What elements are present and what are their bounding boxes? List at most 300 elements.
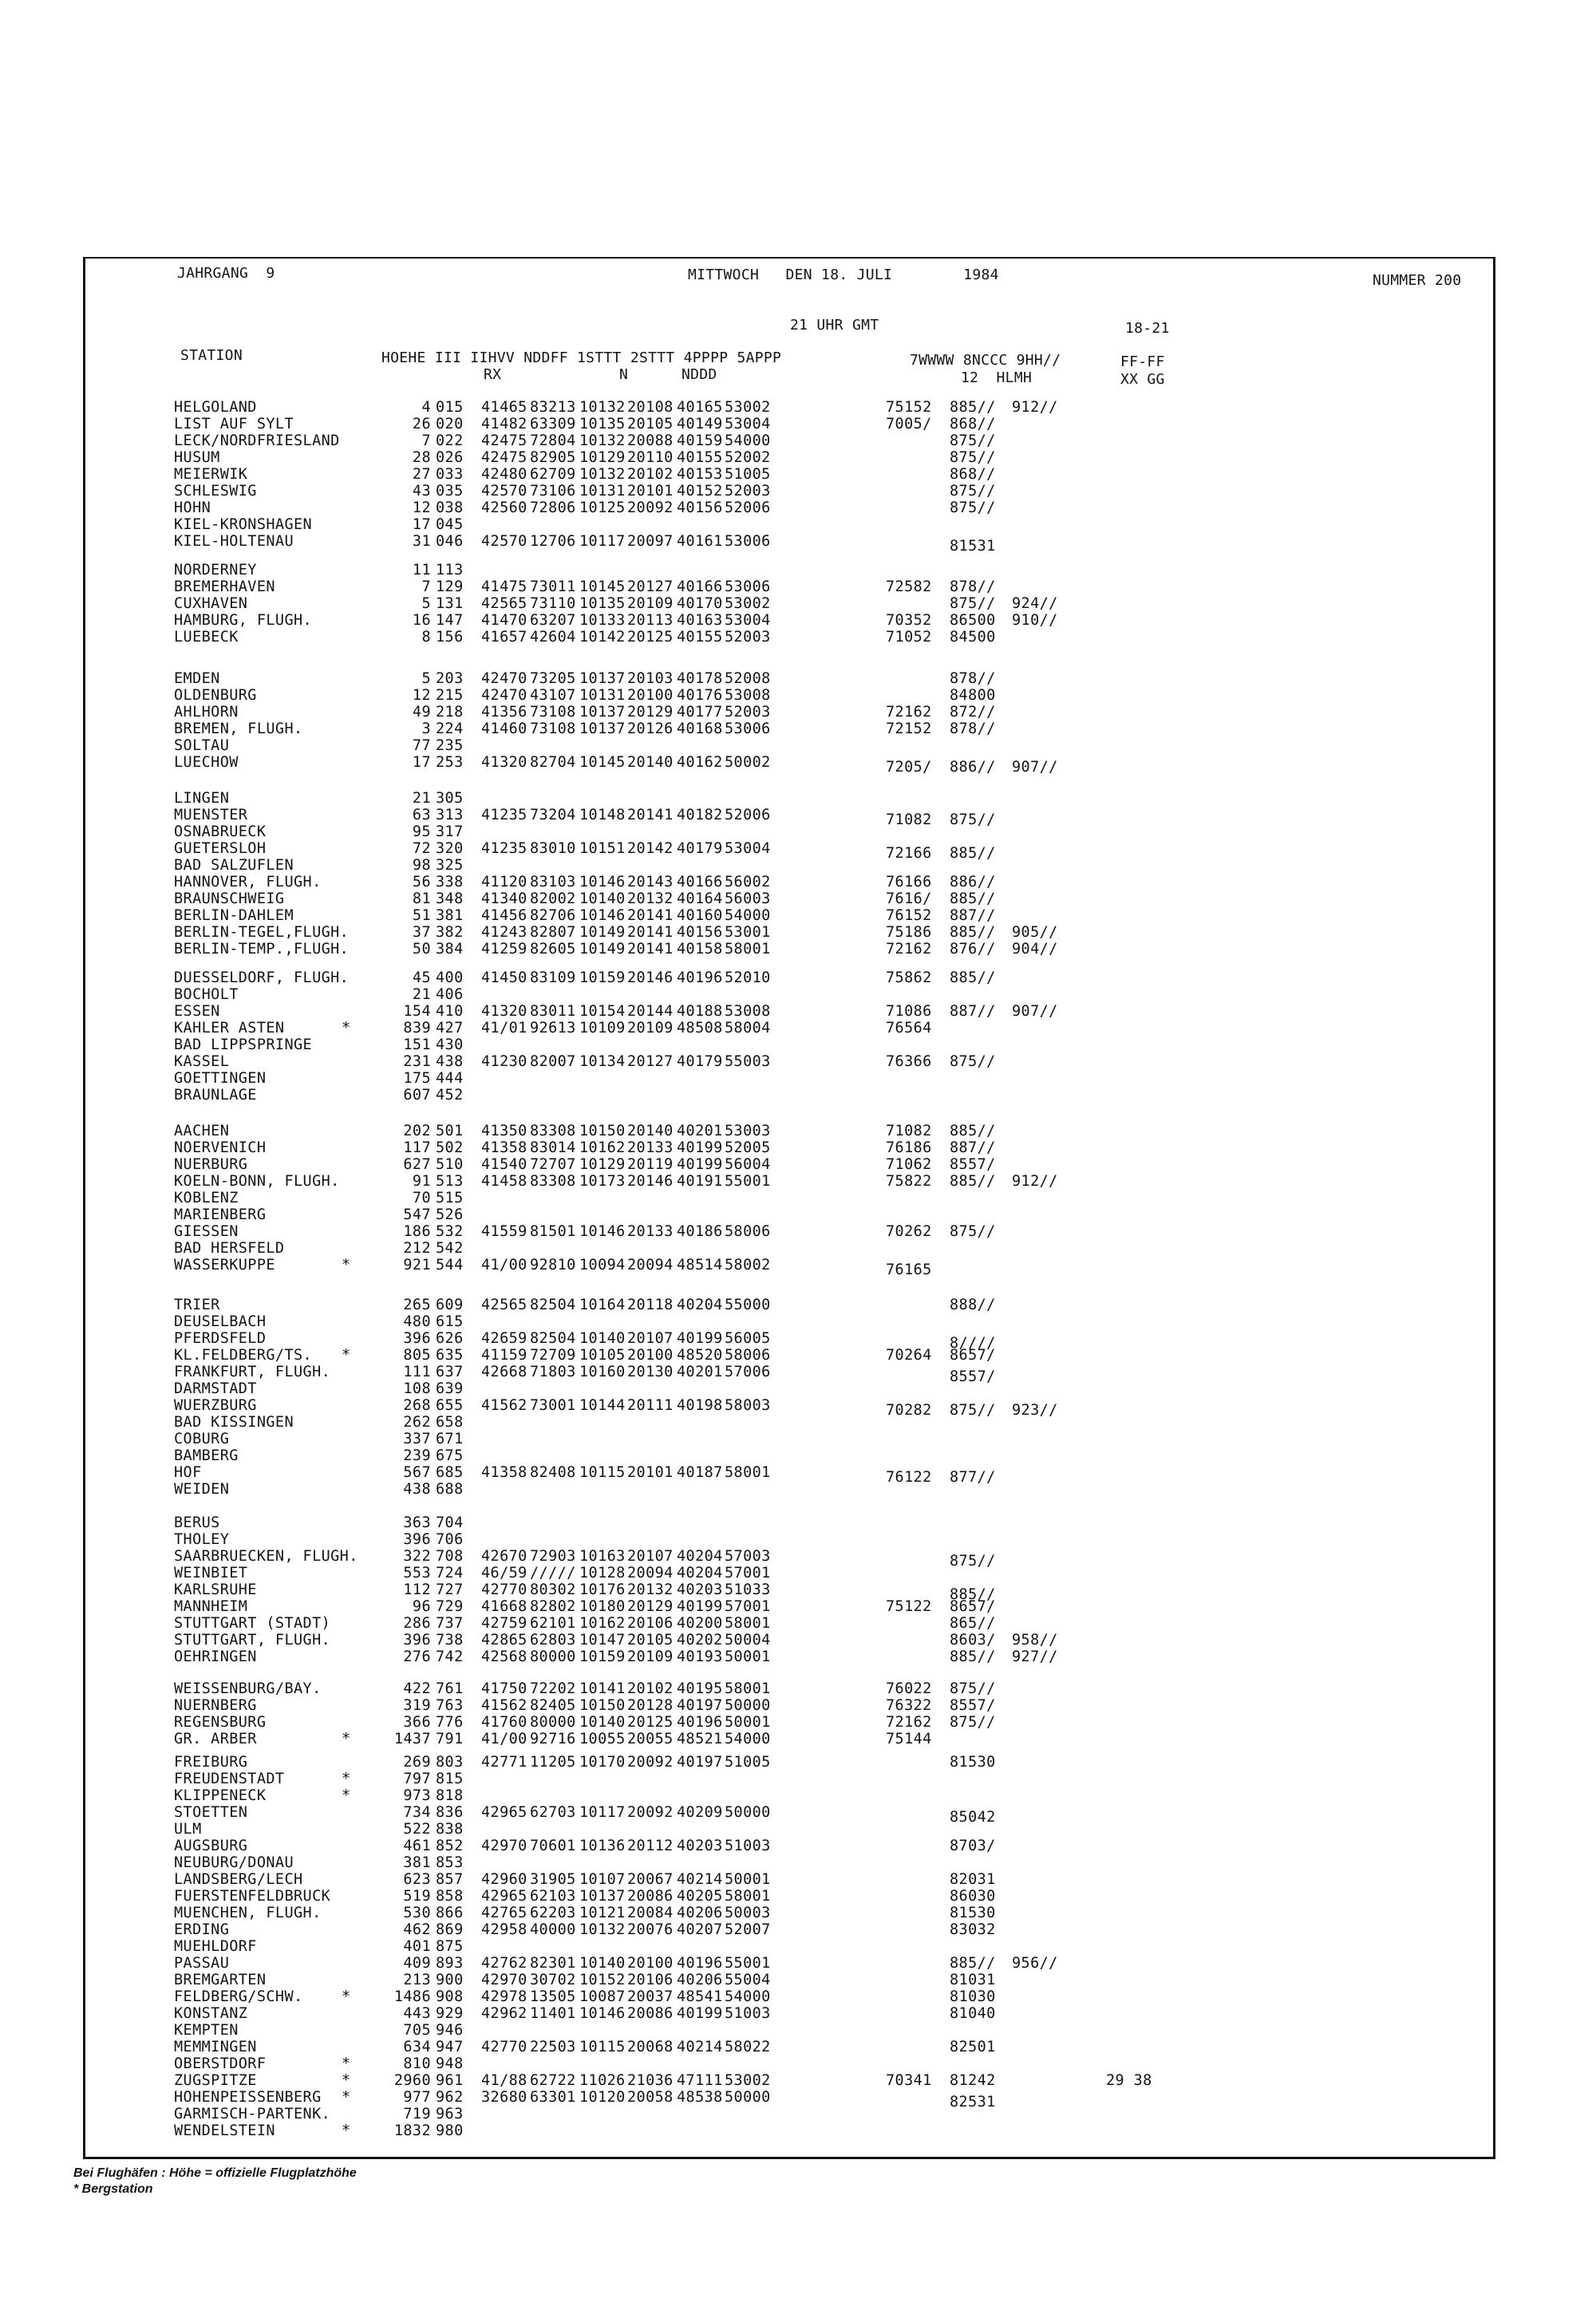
station-height: 810	[403, 2055, 431, 2072]
observation-group: 41356	[481, 704, 527, 721]
footnote-mountain-station: * Bergstation	[73, 2182, 153, 2196]
observation-group: 54000	[725, 432, 771, 449]
cloud-group: 878//	[950, 721, 996, 737]
station-height: 5	[421, 670, 431, 687]
station-index: 685	[436, 1464, 464, 1481]
observation-group: 10120	[579, 2089, 626, 2106]
table-row	[0, 1190, 1596, 1206]
observation-group: 40209	[677, 1804, 723, 1821]
observation-group: 83010	[530, 840, 576, 857]
station-index: 946	[436, 2022, 464, 2039]
cloud-group: 8557/	[950, 1697, 996, 1714]
observation-group: 73001	[530, 1397, 576, 1414]
observation-group: 54000	[725, 1731, 771, 1747]
observation-group: 83011	[530, 1003, 576, 1020]
observation-group: 40179	[677, 1053, 723, 1070]
station-name: FUERSTENFELDBRUCK	[174, 1888, 331, 1905]
observation-group: 10131	[579, 687, 626, 704]
observation-group: 20106	[627, 1615, 674, 1632]
observation-group: 20106	[627, 1972, 674, 1988]
observation-group: 41235	[481, 840, 527, 857]
observation-group: 20100	[627, 1347, 674, 1364]
station-index: 658	[436, 1414, 464, 1431]
cloud-group: 885//	[950, 969, 996, 986]
observation-group: 42570	[481, 533, 527, 550]
observation-group: 50001	[725, 1871, 771, 1888]
table-row	[0, 1087, 1596, 1104]
station-name: KONSTANZ	[174, 2005, 248, 2022]
station-height: 95	[412, 823, 431, 840]
station-index: 544	[436, 1257, 464, 1273]
observation-group: 40187	[677, 1464, 723, 1481]
observation-group: 82408	[530, 1464, 576, 1481]
observation-group: 41/01	[481, 1020, 527, 1036]
observation-group: 40205	[677, 1888, 723, 1905]
table-row	[0, 1347, 1596, 1364]
station-height: 7	[421, 432, 431, 449]
station-height: 1832	[393, 2122, 431, 2139]
observation-group: 10154	[579, 1003, 626, 1020]
station-index: 639	[436, 1380, 464, 1397]
station-height: 839	[403, 1020, 431, 1036]
station-height: 401	[403, 1938, 431, 1955]
observation-group: 20102	[627, 1680, 674, 1697]
column-subheader-xxgg: XX GG	[1120, 371, 1165, 388]
station-index: 038	[436, 499, 464, 516]
observation-group: 82504	[530, 1297, 576, 1313]
station-index: 729	[436, 1598, 464, 1615]
observation-group: 20109	[627, 595, 674, 612]
station-height: 719	[403, 2106, 431, 2122]
station-name: KLIPPENECK	[174, 1787, 267, 1804]
cloud-height-group: 924//	[1012, 595, 1058, 612]
station-name: PFERDSFELD	[174, 1330, 267, 1347]
weather-group: 75122	[886, 1598, 932, 1615]
observation-group: 53004	[725, 840, 771, 857]
station-height: 286	[403, 1615, 431, 1632]
cloud-group: 8703/	[950, 1838, 996, 1854]
station-height: 16	[412, 612, 431, 629]
station-index: 526	[436, 1206, 464, 1223]
station-height: 547	[403, 1206, 431, 1223]
observation-group: 62803	[530, 1632, 576, 1649]
observation-group: 82605	[530, 941, 576, 958]
station-name: KAHLER ASTEN	[174, 1020, 285, 1036]
mountain-station-marker: *	[342, 1257, 351, 1273]
observation-group: 20133	[627, 1223, 674, 1240]
observation-group: 82905	[530, 449, 576, 466]
observation-group: 40166	[677, 874, 723, 890]
observation-group: 47111	[677, 2072, 723, 2089]
observation-group: 11205	[530, 1754, 576, 1771]
station-index: 609	[436, 1297, 464, 1313]
observation-group: 56003	[725, 890, 771, 907]
observation-group: 20143	[627, 874, 674, 890]
jahrgang-label: JAHRGANG 9	[177, 265, 275, 282]
station-index: 947	[436, 2039, 464, 2055]
station-index: 382	[436, 924, 464, 941]
observation-group: 51003	[725, 2005, 771, 2022]
wind-gust-group: 29 38	[1106, 2072, 1152, 2089]
station-name: LECK/NORDFRIESLAND	[174, 432, 340, 449]
weather-group: 70262	[886, 1223, 932, 1240]
observation-group: 30702	[530, 1972, 576, 1988]
table-row	[0, 941, 1596, 958]
table-row	[0, 1821, 1596, 1838]
station-name: BAD HERSFELD	[174, 1240, 285, 1257]
observation-group: 10131	[579, 483, 626, 499]
observation-group: 52003	[725, 483, 771, 499]
observation-group: 92613	[530, 1020, 576, 1036]
weather-group: 76165	[886, 1262, 932, 1278]
observation-group: 20129	[627, 1598, 674, 1615]
observation-group: 52003	[725, 704, 771, 721]
cloud-group: 81530	[950, 1905, 996, 1921]
weather-group: 75152	[886, 399, 932, 416]
cloud-group: 887//	[950, 1003, 996, 1020]
range-label: 18-21	[1125, 320, 1170, 337]
observation-group: 42960	[481, 1871, 527, 1888]
station-height: 17	[412, 516, 431, 533]
observation-group: 62703	[530, 1804, 576, 1821]
observation-group: 20132	[627, 1581, 674, 1598]
observation-group: 73011	[530, 578, 576, 595]
observation-group: 58002	[725, 1257, 771, 1273]
observation-group: 58001	[725, 1680, 771, 1697]
station-index: 510	[436, 1156, 464, 1173]
observation-group: 41320	[481, 1003, 527, 1020]
station-name: BREMERHAVEN	[174, 578, 275, 595]
weather-group: 75186	[886, 924, 932, 941]
observation-group: 10163	[579, 1548, 626, 1565]
station-height: 262	[403, 1414, 431, 1431]
station-name: KARLSRUHE	[174, 1581, 257, 1598]
station-index: 046	[436, 533, 464, 550]
station-height: 443	[403, 2005, 431, 2022]
table-row	[0, 1649, 1596, 1665]
observation-group: 58006	[725, 1223, 771, 1240]
observation-group: 53001	[725, 924, 771, 941]
observation-group: 13505	[530, 1988, 576, 2005]
station-name: WEIDEN	[174, 1481, 230, 1498]
observation-group: 55003	[725, 1053, 771, 1070]
observation-group: 20076	[627, 1921, 674, 1938]
station-height: 381	[403, 1854, 431, 1871]
station-height: 634	[403, 2039, 431, 2055]
observation-group: 10133	[579, 612, 626, 629]
station-name: NUERBURG	[174, 1156, 248, 1173]
station-index: 763	[436, 1697, 464, 1714]
station-height: 77	[412, 737, 431, 754]
station-index: 400	[436, 969, 464, 986]
observation-group: 58006	[725, 1347, 771, 1364]
observation-group: 20058	[627, 2089, 674, 2106]
observation-group: 82007	[530, 1053, 576, 1070]
station-name: KOBLENZ	[174, 1190, 239, 1206]
weather-group: 76022	[886, 1680, 932, 1697]
observation-group: 40203	[677, 1581, 723, 1598]
observation-group: 20146	[627, 1173, 674, 1190]
table-row	[0, 807, 1596, 828]
observation-group: 40203	[677, 1838, 723, 1854]
observation-group: 40196	[677, 1714, 723, 1731]
table-row	[0, 1888, 1596, 1905]
observation-group: 83308	[530, 1123, 576, 1139]
observation-group: 52008	[725, 670, 771, 687]
observation-group: 20130	[627, 1364, 674, 1380]
observation-group: 71803	[530, 1364, 576, 1380]
station-name: WEISSENBURG/BAY.	[174, 1680, 322, 1697]
station-name: TRIER	[174, 1297, 220, 1313]
observation-group: 53008	[725, 1003, 771, 1020]
station-name: WUERZBURG	[174, 1397, 257, 1414]
observation-group: 82504	[530, 1330, 576, 1347]
station-name: BAD LIPPSPRINGE	[174, 1036, 313, 1053]
table-row	[0, 1123, 1596, 1139]
observation-group: 63207	[530, 612, 576, 629]
observation-group: 72709	[530, 1347, 576, 1364]
observation-group: 40179	[677, 840, 723, 857]
column-header-station: STATION	[180, 347, 243, 364]
observation-group: 50001	[725, 1714, 771, 1731]
cloud-group: 885//	[950, 399, 996, 416]
table-row	[0, 1581, 1596, 1603]
observation-group: 92716	[530, 1731, 576, 1747]
station-index: 542	[436, 1240, 464, 1257]
station-index: 708	[436, 1548, 464, 1565]
cloud-group: 865//	[950, 1615, 996, 1632]
cloud-group: 878//	[950, 670, 996, 687]
table-row	[0, 399, 1596, 416]
observation-group: 42762	[481, 1955, 527, 1972]
observation-group: 52007	[725, 1921, 771, 1938]
station-name: STUTTGART (STADT)	[174, 1615, 331, 1632]
table-row	[0, 2055, 1596, 2072]
cloud-group: 81531	[950, 538, 996, 555]
observation-group: 10140	[579, 890, 626, 907]
observation-group: 70601	[530, 1838, 576, 1854]
observation-group: 42475	[481, 432, 527, 449]
station-name: FELDBERG/SCHW.	[174, 1988, 303, 2005]
weather-group: 76122	[886, 1469, 932, 1486]
table-row	[0, 924, 1596, 941]
observation-group: 82706	[530, 907, 576, 924]
station-name: OLDENBURG	[174, 687, 257, 704]
station-height: 2960	[393, 2072, 431, 2089]
table-row	[0, 578, 1596, 595]
observation-group: 10152	[579, 1972, 626, 1988]
cloud-group: 875//	[950, 1223, 996, 1240]
observation-group: 10134	[579, 1053, 626, 1070]
cloud-group: 82531	[950, 2094, 996, 2110]
cloud-group: 887//	[950, 1139, 996, 1156]
mountain-station-marker: *	[342, 1020, 351, 1036]
column-subheader-nddd: N NDDD	[619, 366, 717, 383]
station-height: 627	[403, 1156, 431, 1173]
station-index: 502	[436, 1139, 464, 1156]
station-index: 203	[436, 670, 464, 687]
observation-group: 40164	[677, 890, 723, 907]
observation-group: 42670	[481, 1548, 527, 1565]
observation-group: 10132	[579, 1921, 626, 1938]
station-name: NORDERNEY	[174, 562, 257, 578]
cloud-group: 82501	[950, 2039, 996, 2055]
cloud-group: 875//	[950, 1402, 996, 1419]
observation-group: 83213	[530, 399, 576, 416]
station-name: MEIERWIK	[174, 466, 248, 483]
table-row	[0, 1431, 1596, 1447]
observation-group: 58003	[725, 1397, 771, 1414]
table-row	[0, 874, 1596, 890]
station-index: 688	[436, 1481, 464, 1498]
mountain-station-marker: *	[342, 1787, 351, 1804]
mountain-station-marker: *	[342, 2089, 351, 2106]
station-name: AACHEN	[174, 1123, 230, 1139]
observation-group: 10135	[579, 595, 626, 612]
station-height: 56	[412, 874, 431, 890]
cloud-group: 875//	[950, 1553, 996, 1570]
observation-group: 21036	[627, 2072, 674, 2089]
station-height: 8	[421, 629, 431, 646]
observation-group: 50002	[725, 754, 771, 771]
station-height: 322	[403, 1548, 431, 1565]
station-height: 154	[403, 1003, 431, 1020]
weather-group: 75822	[886, 1173, 932, 1190]
observation-group: 10144	[579, 1397, 626, 1414]
table-row	[0, 1380, 1596, 1397]
observation-group: 20113	[627, 612, 674, 629]
cloud-group: 8557/	[950, 1156, 996, 1173]
observation-group: 41159	[481, 1347, 527, 1364]
observation-group: 40186	[677, 1223, 723, 1240]
observation-group: 53002	[725, 595, 771, 612]
cloud-group: 875//	[950, 811, 996, 828]
observation-group: 10107	[579, 1871, 626, 1888]
station-height: 12	[412, 499, 431, 516]
cloud-height-group: 910//	[1012, 612, 1058, 629]
table-row	[0, 1632, 1596, 1649]
observation-group: 20097	[627, 533, 674, 550]
observation-group: 20127	[627, 1053, 674, 1070]
observation-group: 10125	[579, 499, 626, 516]
observation-group: 73108	[530, 704, 576, 721]
table-row	[0, 1854, 1596, 1871]
table-row	[0, 2106, 1596, 2122]
table-row	[0, 1955, 1596, 1972]
observation-group: 42668	[481, 1364, 527, 1380]
observation-group: 10137	[579, 704, 626, 721]
station-index: 427	[436, 1020, 464, 1036]
observation-group: 63309	[530, 416, 576, 432]
observation-group: 40188	[677, 1003, 723, 1020]
observation-group: 20140	[627, 1123, 674, 1139]
observation-group: 20109	[627, 1020, 674, 1036]
station-height: 112	[403, 1581, 431, 1598]
cloud-group: 875//	[950, 1053, 996, 1070]
station-name: OSNABRUECK	[174, 823, 267, 840]
observation-group: 73204	[530, 807, 576, 823]
observation-group: 41559	[481, 1223, 527, 1240]
mountain-station-marker: *	[342, 1988, 351, 2005]
weather-group: 72162	[886, 941, 932, 958]
observation-group: 53003	[725, 1123, 771, 1139]
observation-group: 20126	[627, 721, 674, 737]
column-subheader-hlmh: 12 HLMH	[961, 369, 1033, 386]
observation-group: 20102	[627, 466, 674, 483]
observation-group: 10055	[579, 1731, 626, 1747]
weather-group: 76186	[886, 1139, 932, 1156]
observation-group: 10115	[579, 1464, 626, 1481]
observation-group: 51005	[725, 1754, 771, 1771]
cloud-group: 81242	[950, 2072, 996, 2089]
station-index: 532	[436, 1223, 464, 1240]
cloud-height-group: 905//	[1012, 924, 1058, 941]
observation-group: 40155	[677, 449, 723, 466]
cloud-group: 8603/	[950, 1632, 996, 1649]
table-row	[0, 2072, 1596, 2089]
observation-group: 10137	[579, 1888, 626, 1905]
observation-group: 92810	[530, 1257, 576, 1273]
cloud-group: 875//	[950, 499, 996, 516]
station-index: 452	[436, 1087, 464, 1104]
observation-group: 40163	[677, 612, 723, 629]
observation-group: 53004	[725, 416, 771, 432]
station-name: BAMBERG	[174, 1447, 239, 1464]
station-height: 213	[403, 1972, 431, 1988]
observation-group: 42659	[481, 1330, 527, 1347]
observation-group: 20103	[627, 670, 674, 687]
table-row	[0, 1257, 1596, 1278]
observation-group: 20100	[627, 687, 674, 704]
station-height: 26	[412, 416, 431, 432]
observation-group: 20140	[627, 754, 674, 771]
station-height: 108	[403, 1380, 431, 1397]
station-name: HOHN	[174, 499, 211, 516]
observation-group: 42965	[481, 1888, 527, 1905]
observation-group: 41340	[481, 890, 527, 907]
observation-group: 11026	[579, 2072, 626, 2089]
observation-group: 20108	[627, 399, 674, 416]
station-name: KOELN-BONN, FLUGH.	[174, 1173, 340, 1190]
station-name: BRAUNSCHWEIG	[174, 890, 285, 907]
cloud-group: 81030	[950, 1988, 996, 2005]
station-index: 803	[436, 1754, 464, 1771]
station-name: HELGOLAND	[174, 399, 257, 416]
observation-group: 40201	[677, 1123, 723, 1139]
observation-group: 72707	[530, 1156, 576, 1173]
table-row	[0, 1036, 1596, 1053]
observation-group: 40204	[677, 1565, 723, 1581]
station-height: 462	[403, 1921, 431, 1938]
weather-group: 76166	[886, 874, 932, 890]
observation-group: 10140	[579, 1714, 626, 1731]
observation-group: 41230	[481, 1053, 527, 1070]
observation-group: 10162	[579, 1615, 626, 1632]
table-row	[0, 595, 1596, 612]
station-index: 235	[436, 737, 464, 754]
station-index: 156	[436, 629, 464, 646]
station-index: 045	[436, 516, 464, 533]
cloud-group: 885//	[950, 1955, 996, 1972]
observation-group: 10149	[579, 924, 626, 941]
station-index: 320	[436, 840, 464, 857]
station-name: MEMMINGEN	[174, 2039, 257, 2055]
table-row	[0, 840, 1596, 862]
table-row	[0, 1972, 1596, 1988]
station-index: 113	[436, 562, 464, 578]
station-name: PASSAU	[174, 1955, 230, 1972]
observation-group: 56004	[725, 1156, 771, 1173]
